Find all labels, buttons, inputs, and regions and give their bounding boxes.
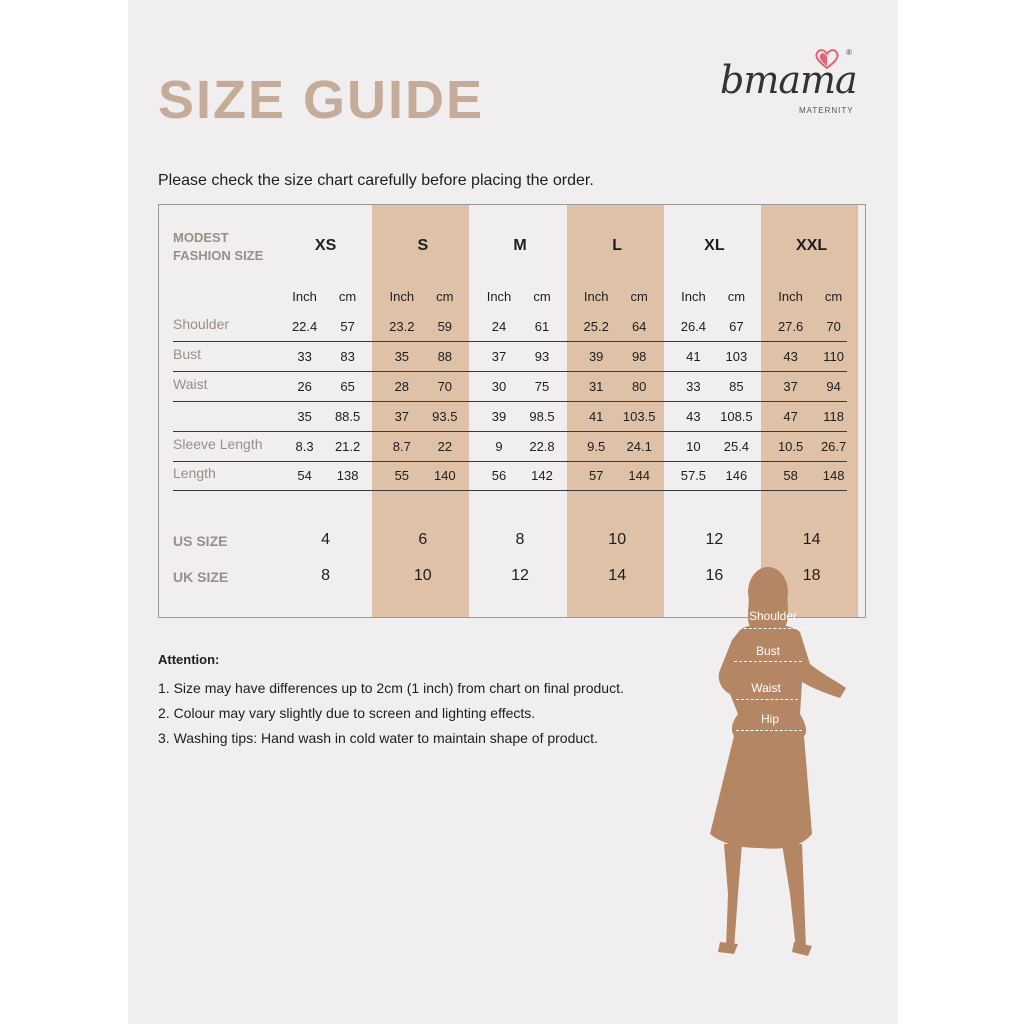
measurement-value: 22.4 <box>291 319 318 334</box>
unit-cm-header: cm <box>630 289 648 304</box>
uk-size-value: 14 <box>608 567 627 584</box>
figure-label-bust: Bust <box>755 644 781 658</box>
row-divider <box>173 490 847 491</box>
uk-size-value: 10 <box>413 567 432 584</box>
measurement-value: 64 <box>631 319 647 334</box>
size-header: M <box>513 237 527 254</box>
measurement-value: 80 <box>631 379 647 394</box>
size-header: S <box>417 237 429 254</box>
measurement-value: 70 <box>437 379 453 394</box>
intro-text: Please check the size chart carefully before placing the order. <box>158 172 594 189</box>
uk-size-label: UK SIZE <box>173 569 229 585</box>
measurement-value: 108.5 <box>720 409 753 424</box>
measurement-value: 75 <box>534 379 550 394</box>
measurement-value: 65 <box>340 379 355 394</box>
unit-inch-header: Inch <box>681 289 706 304</box>
row-divider <box>173 461 847 462</box>
us-size-label: US SIZE <box>173 533 228 549</box>
unit-cm-header: cm <box>436 289 454 304</box>
size-chart-header-label <box>173 229 263 265</box>
size-header: XS <box>314 237 337 254</box>
logo-wordmark: bmama <box>720 58 857 102</box>
measurement-value: 30 <box>491 379 507 394</box>
row-divider <box>173 431 847 432</box>
measurement-value: 26 <box>297 379 312 394</box>
measurement-value: 37 <box>394 409 410 424</box>
measurement-value: 37 <box>491 349 507 364</box>
measurement-value: 93.5 <box>432 409 458 424</box>
us-size-value: 4 <box>321 531 331 548</box>
us-size-value: 12 <box>705 531 724 548</box>
measurement-value: 148 <box>822 468 845 483</box>
measurement-value: 24.1 <box>626 439 652 454</box>
waist-measure-line <box>736 699 798 700</box>
measurement-row-label: Length <box>173 465 216 481</box>
logo-registered-mark: ® <box>846 48 852 57</box>
measurement-value: 10.5 <box>777 439 804 454</box>
measurement-value: 47 <box>783 409 798 424</box>
logo-subtitle: MATERNITY <box>799 106 854 115</box>
measurement-value: 54 <box>297 468 312 483</box>
figure-label-hip: Hip <box>760 712 780 726</box>
measurement-value: 35 <box>394 349 410 364</box>
measurement-row-label: Waist <box>173 376 208 392</box>
measurement-value: 57 <box>588 468 604 483</box>
measurement-value: 94 <box>826 379 841 394</box>
measurement-value: 118 <box>823 409 844 424</box>
row-divider <box>173 341 847 342</box>
us-size-value: 10 <box>608 531 627 548</box>
measurement-value: 103 <box>725 349 748 364</box>
measurement-value: 138 <box>336 468 359 483</box>
unit-cm-header: cm <box>533 289 551 304</box>
measurement-row-label: Bust <box>173 346 202 362</box>
size-header: XXL <box>796 237 828 254</box>
attention-heading: Attention: <box>158 652 220 667</box>
measurement-value: 39 <box>588 349 604 364</box>
figure-label-shoulder: Shoulder <box>748 609 798 623</box>
us-size-value: 14 <box>802 531 821 548</box>
measurement-value: 61 <box>534 319 550 334</box>
unit-inch-header: Inch <box>389 289 415 304</box>
measurement-value: 25.2 <box>583 319 609 334</box>
bust-measure-line <box>734 661 802 662</box>
measurement-value: 33 <box>686 379 701 394</box>
measurement-value: 22.8 <box>529 439 555 454</box>
measurement-value: 57 <box>340 319 355 334</box>
measurement-value: 26.4 <box>680 319 707 334</box>
unit-inch-header: Inch <box>778 289 803 304</box>
header-label-line2: FASHION SIZE <box>173 248 264 263</box>
measurement-value: 35 <box>297 409 312 424</box>
attention-note: 1. Size may have differences up to 2cm (1 inch) from chart on final product. <box>158 680 624 696</box>
measurement-value: 26.7 <box>820 439 847 454</box>
measurement-value: 83 <box>340 349 355 364</box>
measurement-value: 43 <box>783 349 798 364</box>
unit-inch-header: Inch <box>486 289 512 304</box>
uk-size-value: 18 <box>802 567 821 584</box>
measurement-value: 103.5 <box>622 409 656 424</box>
us-size-value: 6 <box>418 531 428 548</box>
measurement-value: 88 <box>437 349 453 364</box>
measurement-value: 57.5 <box>680 468 707 483</box>
measurement-value: 9 <box>495 439 503 454</box>
measurement-value: 93 <box>534 349 550 364</box>
attention-note: 3. Washing tips: Hand wash in cold water to maintain shape of product. <box>158 730 598 746</box>
unit-inch-header: Inch <box>292 289 317 304</box>
measurement-value: 10 <box>686 439 701 454</box>
measurement-value: 9.5 <box>587 439 606 454</box>
measurement-value: 21.2 <box>334 439 361 454</box>
brand-logo <box>712 46 862 120</box>
measurement-value: 37 <box>783 379 798 394</box>
measurement-value: 55 <box>394 468 410 483</box>
row-divider <box>173 401 847 402</box>
measurement-value: 28 <box>394 379 410 394</box>
unit-cm-header: cm <box>338 289 357 304</box>
measurement-row-label: Sleeve Length <box>173 436 263 452</box>
shoulder-measure-line <box>734 628 806 629</box>
body-measurement-figure <box>690 564 870 959</box>
measurement-value: 25.4 <box>723 439 750 454</box>
attention-note: 2. Colour may vary slightly due to screen and lighting effects. <box>158 705 536 721</box>
measurement-value: 8.3 <box>295 439 314 454</box>
hip-measure-line <box>736 730 802 731</box>
measurement-value: 98 <box>631 349 647 364</box>
page-title: SIZE GUIDE <box>158 70 485 130</box>
unit-cm-header: cm <box>727 289 746 304</box>
measurement-value: 110 <box>823 349 844 364</box>
measurement-value: 8.7 <box>392 439 411 454</box>
measurement-value: 144 <box>628 468 651 483</box>
uk-size-value: 16 <box>705 567 724 584</box>
us-size-value: 8 <box>515 531 525 548</box>
measurement-value: 43 <box>686 409 701 424</box>
measurement-value: 142 <box>531 468 553 483</box>
header-label-line1: MODEST <box>173 230 229 245</box>
measurement-row-label: Shoulder <box>173 316 230 332</box>
measurement-value: 31 <box>588 379 604 394</box>
measurement-value: 33 <box>297 349 312 364</box>
measurement-value: 67 <box>729 319 744 334</box>
measurement-value: 24 <box>491 319 507 334</box>
unit-cm-header: cm <box>824 289 843 304</box>
measurement-value: 85 <box>729 379 744 394</box>
measurement-value: 58 <box>783 468 798 483</box>
figure-label-waist: Waist <box>751 681 781 695</box>
measurement-value: 41 <box>588 409 604 424</box>
woman-silhouette-icon <box>690 564 870 959</box>
measurement-value: 41 <box>686 349 701 364</box>
measurement-value: 56 <box>491 468 507 483</box>
size-header: XL <box>704 237 725 254</box>
measurement-value: 146 <box>725 468 748 483</box>
measurement-value: 23.2 <box>389 319 415 334</box>
measurement-value: 70 <box>826 319 841 334</box>
row-divider <box>173 371 847 372</box>
measurement-value: 98.5 <box>529 409 555 424</box>
size-header: L <box>612 237 623 254</box>
uk-size-value: 12 <box>511 567 529 584</box>
measurement-value: 22 <box>437 439 453 454</box>
unit-inch-header: Inch <box>583 289 609 304</box>
measurement-value: 140 <box>433 468 456 483</box>
measurement-value: 59 <box>437 319 453 334</box>
measurement-value: 27.6 <box>777 319 804 334</box>
measurement-value: 88.5 <box>334 409 361 424</box>
size-chart-table <box>158 204 866 618</box>
uk-size-value: 8 <box>321 567 331 584</box>
measurement-value: 39 <box>491 409 507 424</box>
